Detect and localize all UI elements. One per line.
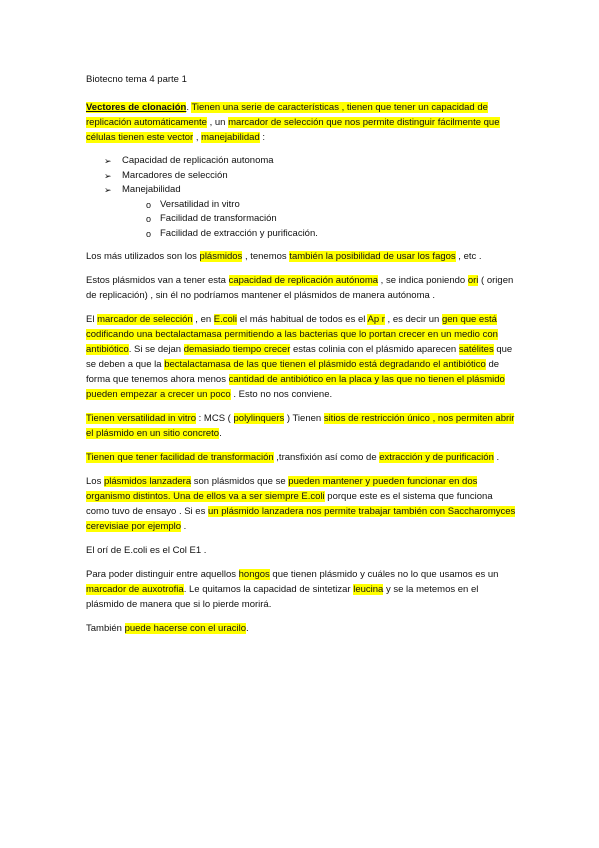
paragraph-lanzadera: [86, 474, 516, 534]
paragraph-marcador: [86, 312, 516, 402]
highlight-span: E.coli: [213, 314, 238, 325]
text-span: porque este es el sistema que funciona como tuvo de ensayo . Si es: [86, 491, 493, 517]
text-span: ,: [193, 132, 202, 143]
document-body: [86, 72, 516, 645]
highlight-span: marcador de selección que nos permite distinguir fácilmente que células tienen este vector: [86, 117, 500, 143]
highlight-span: plásmidos: [199, 251, 243, 262]
highlight-span: marcador de selección: [97, 314, 193, 325]
highlight-span: cantidad de antibiótico en la placa y las que no tienen el plásmido pueden empezar a crecer un poco: [86, 374, 505, 400]
text-span: son plásmidos que se: [191, 476, 289, 487]
text-span: de forma que tenemos ahora menos: [86, 359, 500, 385]
list-item-text: Capacidad de replicación autonoma: [122, 155, 274, 166]
text-span: .: [246, 623, 249, 634]
highlight-span: pueden mantener y pueden funcionar en dos organismo distintos. Una de ellos va a ser siempre E.coli: [86, 476, 478, 502]
highlight-span: leucina: [353, 584, 384, 595]
text-span: , es decir un: [384, 314, 442, 325]
list-item-text: Manejabilidad: [122, 184, 181, 195]
paragraph-ori: El orí de E.coli es el Col E1 .: [86, 545, 207, 556]
highlight-span: manejabilidad: [201, 132, 260, 143]
highlight-span: bectalactamasa de las que tienen el plásmido está degradando el antibiótico: [164, 359, 486, 370]
text-span: .: [186, 102, 192, 113]
document-header: Biotecno tema 4 parte 1: [86, 74, 187, 85]
highlight-span: Tienen que tener facilidad de transformación: [86, 452, 274, 463]
text-span: También: [86, 623, 125, 634]
list-item: [104, 169, 516, 184]
circle-bullet-icon: o: [146, 228, 152, 239]
text-span: ( origen de replicación) , sin él no podríamos mantener el plásmidos de manera autónoma .: [86, 275, 514, 301]
sub-list-item: [146, 227, 516, 242]
text-span: estas colinia con el plásmido aparecen: [290, 344, 459, 355]
arrow-bullet-icon: ➢: [104, 170, 112, 181]
paragraph-auxotrofia: [86, 567, 516, 612]
highlight-span: satélites: [458, 344, 494, 355]
text-span: , en: [192, 314, 214, 325]
text-span: Los más utilizados son los: [86, 251, 200, 262]
text-span: : MCS (: [196, 413, 234, 424]
highlight-span: ori: [467, 275, 479, 286]
text-span: .: [493, 452, 500, 463]
text-span: ) Tienen: [284, 413, 324, 424]
highlight-span: hongos: [238, 569, 270, 580]
paragraph-plasmidos: [86, 249, 516, 264]
highlight-span: Ap r: [367, 314, 385, 325]
arrow-bullet-icon: ➢: [104, 156, 112, 166]
circle-bullet-icon: o: [146, 199, 152, 210]
highlight-span: polylinquers: [233, 413, 285, 424]
text-span: que tienen plásmido y cuáles no lo que usamos es un: [269, 569, 499, 580]
paragraph-uracilo: [86, 621, 516, 636]
text-span: Los: [86, 476, 104, 487]
sub-list-item-text: Facilidad de transformación: [160, 213, 277, 224]
highlight-span: también la posibilidad de usar los fagos: [289, 251, 456, 262]
highlight-span: puede hacerse con el uracilo: [124, 623, 247, 634]
text-span: :: [259, 132, 266, 143]
sub-list-item-text: Versatilidad in vitro: [160, 198, 240, 210]
text-span: .: [219, 428, 222, 439]
highlight-span: Tienen una serie de características , tienen que tener un capacidad de replicación automáticamente: [86, 102, 488, 128]
sub-list-item: [146, 198, 516, 213]
highlight-span: extracción y de purificación: [379, 452, 494, 463]
text-span: , etc .: [455, 251, 482, 262]
arrow-bullet-icon: ➢: [104, 185, 112, 195]
sub-list-item-text: Facilidad de extracción y purificación.: [160, 227, 318, 239]
text-span: Para poder distinguir entre aquellos: [86, 569, 239, 580]
text-span: Estos plásmidos van a tener esta: [86, 275, 229, 286]
list-item: [104, 183, 516, 241]
list-item-text: Marcadores de selección: [122, 169, 228, 181]
bullet-list: [86, 154, 516, 241]
highlight-span: plásmidos lanzadera: [103, 476, 192, 487]
highlight-span: sitios de restricción único , nos permiten abrir el plásmido en un sitio concreto: [86, 413, 515, 439]
sub-bullet-list: [122, 198, 516, 242]
text-span: , un: [206, 117, 229, 128]
circle-bullet-icon: o: [146, 214, 152, 224]
text-span: , tenemos: [242, 251, 290, 262]
highlight-span: un plásmido lanzadera nos permite trabajar también con Saccharomyces cerevisiae por ejemplo: [86, 506, 516, 532]
paragraph-versatilidad: [86, 411, 516, 441]
highlight-span: capacidad de replicación autónoma: [228, 275, 379, 286]
sub-list-item: [146, 212, 516, 227]
paragraph-replicacion: [86, 273, 516, 303]
paragraph-transformacion: [86, 450, 516, 465]
text-span: . Esto no nos conviene.: [230, 389, 333, 400]
text-span: el más habitual de todos es el: [237, 314, 368, 325]
highlight-span: Tienen versatilidad in vitro: [86, 413, 197, 424]
text-span: , se indica poniendo: [378, 275, 468, 286]
text-span: .: [181, 521, 187, 532]
text-span: y se la metemos en el plásmido de manera que si lo pierde morirá.: [86, 584, 479, 610]
highlight-span: gen que está codificando una bectalactamasa permitiendo a las bacterias que lo portan crecer en un medio con antibiótico: [86, 314, 498, 355]
highlight-span: marcador de auxotrofia: [86, 584, 184, 595]
text-span: . Si se dejan: [128, 344, 184, 355]
text-span: ,transfixión así como de: [273, 452, 380, 463]
list-item: [104, 154, 516, 169]
paragraph-intro: [86, 100, 516, 145]
highlight-span: demasiado tiempo crecer: [183, 344, 291, 355]
section-heading: Vectores de clonación: [86, 102, 187, 113]
text-span: que se deben a que la: [86, 344, 513, 370]
text-span: . Le quitamos la capacidad de sintetizar: [183, 584, 354, 595]
text-span: El: [86, 314, 98, 325]
